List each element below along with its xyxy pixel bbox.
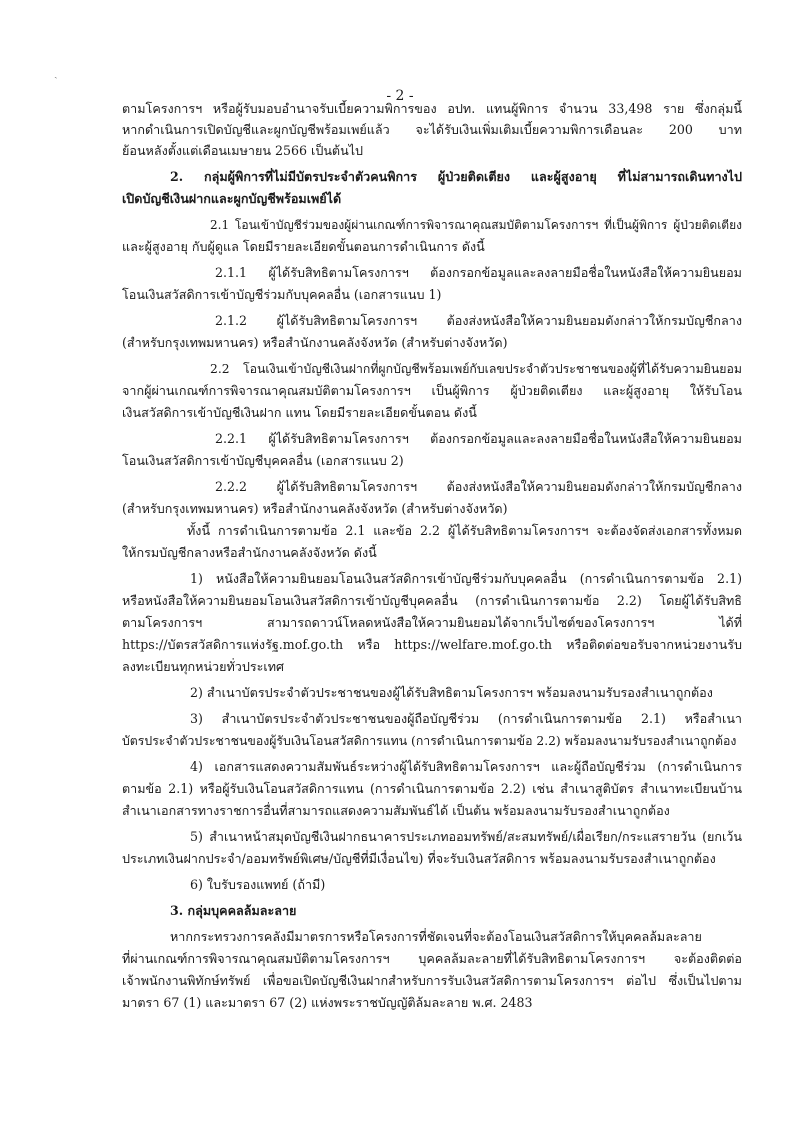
text-line: ตามข้อ 2.1) หรือผู้รับเงินโอนสวัสดิการแทน (การดำเนินการตามข้อ 2.2) เช่น สำเนาสูติบัตร สำเนาทะเบียนบ้าน [122,781,742,796]
text-line: https://บัตรสวัสดิการแห่งรัฐ.mof.go.th หรือ https://welfare.mof.go.th หรือติดต่อขอรับจากหน่วยงานรับ [122,637,742,652]
text-line: หรือหนังสือให้ความยินยอมโอนเงินสวัสดิการเข้าบัญชีบุคคลอื่น (การดำเนินการตามข้อ 2.2) โดยผู้ได้รับสิทธิ [122,593,742,608]
text-line: (สำหรับกรุงเทพมหานคร) หรือสำนักงานคลังจังหวัด (สำหรับต่างจังหวัด) [122,501,508,516]
text-line: 2.2.1 ผู้ได้รับสิทธิตามโครงการฯ ต้องกรอกข้อมูลและลงลายมือชื่อในหนังสือให้ความยินยอม [215,431,742,446]
text-line: 2.1.2 ผู้ได้รับสิทธิตามโครงการฯ ต้องส่งหนังสือให้ความยินยอมดังกล่าวให้กรมบัญชีกลาง [215,313,742,328]
section-heading-2-cont: เปิดบัญชีเงินฝากและผูกบัญชีพร้อมเพย์ได้ [122,191,342,206]
text-line: บัตรประจำตัวประชาชนของผู้รับเงินโอนสวัสดิการแทน (การดำเนินการตามข้อ 2.2) พร้อมลงนามรับรองสำเนาถูกต้อง [122,734,737,748]
text-line: ย้อนหลังตั้งแต่เดือนเมษายน 2566 เป็นต้นไป [122,143,364,158]
list-item: 2) สำเนาบัตรประจำตัวประชาชนของผู้ได้รับสิทธิตามโครงการฯ พร้อมลงนามรับรองสำเนาถูกต้อง [190,685,713,700]
text-line: เจ้าพนักงานพิทักษ์ทรัพย์ เพื่อขอเปิดบัญชีเงินฝากสำหรับการรับเงินสวัสดิการตามโครงการฯ ต่อไป ซึ่งเป็นไปตาม [122,973,742,988]
text-line: ให้กรมบัญชีกลางหรือสำนักงานคลังจังหวัด ดังนี้ [122,545,377,560]
text-line: เงินสวัสดิการเข้าบัญชีเงินฝาก แทน โดยมีรายละเอียดขั้นตอน ดังนี้ [122,405,477,420]
text-line: หากกระทรวงการคลังมีมาตรการหรือโครงการที่ชัดเจนที่จะต้องโอนเงินสวัสดิการให้บุคคลล้มละลาย [170,929,702,944]
text-line: 2.1.1 ผู้ได้รับสิทธิตามโครงการฯ ต้องกรอกข้อมูลและลงลายมือชื่อในหนังสือให้ความยินยอม [215,265,742,280]
text-line: โอนเงินสวัสดิการเข้าบัญชีร่วมกับบุคคลอื่น (เอกสารแนบ 1) [122,287,442,302]
subsection-2-2: 2.2 โอนเงินเข้าบัญชีเงินฝากที่ผูกบัญชีพร้อมเพย์กับเลขประจำตัวประชาชนของผู้ที่ได้รับความยินยอม [210,362,742,376]
page-number: - 2 - [386,88,414,104]
text-line: ตามโครงการฯ สามารถดาวน์โหลดหนังสือให้ความยินยอมได้จากเว็บไซต์ของโครงการฯ ได้ที่ [122,615,742,630]
list-item: 1) หนังสือให้ความยินยอมโอนเงินสวัสดิการเข้าบัญชีร่วมกับบุคคลอื่น (การดำเนินการตามข้อ 2.1) [190,571,742,586]
list-item: 6) ใบรับรองแพทย์ (ถ้ามี) [190,877,326,892]
text-line: จากผู้ผ่านเกณฑ์การพิจารณาคุณสมบัติตามโครงการฯ เป็นผู้พิการ ผู้ป่วยติดเตียง และผู้สูงอายุ ให้รับโอน [122,383,742,398]
text-line: สำเนาเอกสารทางราชการอื่นที่สามารถแสดงความสัมพันธ์ได้ เป็นต้น พร้อมลงนามรับรองสำเนาถูกต้อง [122,803,670,818]
text-line: และผู้สูงอายุ กับผู้ดูแล โดยมีรายละเอียดขั้นตอนการดำเนินการ ดังนี้ [122,239,485,254]
list-item: 3) สำเนาบัตรประจำตัวประชาชนของผู้ถือบัญชีร่วม (การดำเนินการตามข้อ 2.1) หรือสำเนา [190,711,742,726]
text-line: มาตรา 67 (1) และมาตรา 67 (2) แห่งพระราชบัญญัติล้มละลาย พ.ศ. 2483 [122,995,533,1010]
text-line: หากดำเนินการเปิดบัญชีและผูกบัญชีพร้อมเพย์แล้ว จะได้รับเงินเพิ่มเติมเบี้ยความพิการเดือนละ 200 บาท [122,122,742,137]
section-heading-3: 3. กลุ่มบุคคลล้มละลาย [170,903,297,918]
text-line: 2.2.2 ผู้ได้รับสิทธิตามโครงการฯ ต้องส่งหนังสือให้ความยินยอมดังกล่าวให้กรมบัญชีกลาง [215,479,742,494]
text-line: 2.1 โอนเข้าบัญชีร่วมของผู้ผ่านเกณฑ์การพิจารณาคุณสมบัติตามโครงการฯ ที่เป็นผู้พิการ ผู้ป่วยติดเตียง [210,218,742,232]
list-item: 5) สำเนาหน้าสมุดบัญชีเงินฝากธนาคารประเภทออมทรัพย์/สะสมทรัพย์/เผื่อเรียก/กระแสรายวัน (ยกเว้น [190,829,742,844]
list-item: 4) เอกสารแสดงความสัมพันธ์ระหว่างผู้ได้รับสิทธิตามโครงการฯ และผู้ถือบัญชีร่วม (การดำเนินการ [190,759,742,774]
section-heading-2: 2. กลุ่มผู้พิการที่ไม่มีบัตรประจำตัวคนพิการ ผู้ป่วยติดเตียง และผู้สูงอายุ ที่ไม่สามารถเดินทางไป [170,169,742,184]
text-line: (สำหรับกรุงเทพมหานคร) หรือสำนักงานคลังจังหวัด (สำหรับต่างจังหวัด) [122,335,508,350]
text-line: ทั้งนี้ การดำเนินการตามข้อ 2.1 และข้อ 2.2 ผู้ได้รับสิทธิตามโครงการฯ จะต้องจัดส่งเอกสารทั้งหมด [187,523,742,538]
text-line: ลงทะเบียนทุกหน่วยทั่วประเทศ [122,659,285,674]
text-line: ที่ผ่านเกณฑ์การพิจารณาคุณสมบัติตามโครงการฯ บุคคลล้มละลายที่ได้รับสิทธิตามโครงการฯ จะต้องติดต่อ [122,951,742,966]
text-line: ประเภทเงินฝากประจำ/ออมทรัพย์พิเศษ/บัญชีที่มีเงื่อนไข) ที่จะรับเงินสวัสดิการ พร้อมลงนามรับรองสำเนาถูกต้อง [122,851,716,866]
text-line: โอนเงินสวัสดิการเข้าบัญชีบุคคลอื่น (เอกสารแนบ 2) [122,453,404,468]
scan-speck: ˎ [54,66,58,79]
text-line: ตามโครงการฯ หรือผู้รับมอบอำนาจรับเบี้ยความพิการของ อปท. แทนผู้พิการ จำนวน 33,498 ราย ซึ่งกลุ่มนี้ [122,101,742,116]
